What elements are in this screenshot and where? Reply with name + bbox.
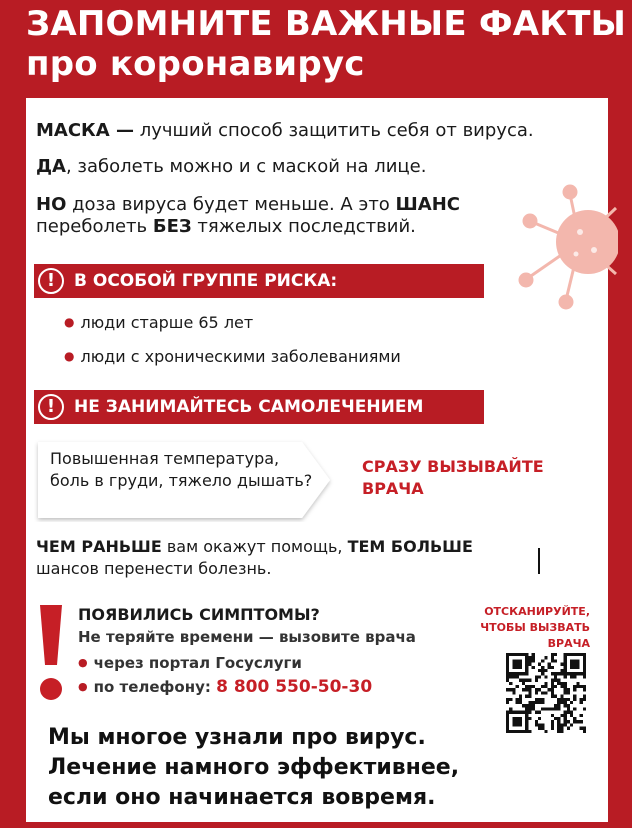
footer-line-1: Мы многое узнали про вирус. bbox=[48, 725, 426, 750]
without-strong: БЕЗ bbox=[152, 216, 192, 237]
title-line-1: ЗАПОМНИТЕ ВАЖНЫЕ ФАКТЫ bbox=[26, 4, 627, 44]
gosuslugi-text: через портал Госуслуги bbox=[93, 654, 302, 672]
qr-caption-line-1: ОТСКАНИРУЙТЕ, bbox=[484, 605, 590, 618]
earlier-text: вам окажут помощь, bbox=[161, 537, 348, 556]
mask-line-2 bbox=[36, 156, 426, 178]
footer-line-3: если оно начинается вовремя. bbox=[48, 785, 436, 810]
chance-strong: ШАНС bbox=[395, 194, 460, 215]
earlier-help-text bbox=[36, 536, 473, 580]
bullet-icon: ● bbox=[78, 680, 88, 693]
divider-mark bbox=[538, 548, 540, 574]
mask-text: лучший способ защитить себя от вируса. bbox=[133, 120, 534, 141]
risk-group-title: В ОСОБОЙ ГРУППЕ РИСКА: bbox=[74, 271, 338, 291]
call-doctor-line-2: ВРАЧА bbox=[362, 479, 424, 498]
footer-message bbox=[48, 723, 588, 813]
phone-number[interactable]: 8 800 550-50-30 bbox=[216, 677, 373, 697]
yes-text: , заболеть можно и с маской на лице. bbox=[65, 156, 427, 177]
more-strong: ТЕМ БОЛЬШЕ bbox=[347, 537, 473, 556]
alert-circle-icon: ! bbox=[38, 268, 64, 294]
mask-line-3 bbox=[36, 194, 460, 216]
chances-text: шансов перенести болезнь. bbox=[36, 559, 272, 578]
title-line-2: про коронавирус bbox=[26, 44, 365, 84]
page-title bbox=[26, 4, 626, 84]
symptoms-heading: ПОЯВИЛИСЬ СИМПТОМЫ? bbox=[78, 605, 320, 624]
self-treatment-title: НЕ ЗАНИМАЙТЕСЬ САМОЛЕЧЕНИЕМ bbox=[74, 397, 424, 417]
self-treatment-banner bbox=[34, 390, 484, 424]
alert-circle-icon: ! bbox=[38, 394, 64, 420]
footer-line-2: Лечение намного эффективнее, bbox=[48, 755, 460, 780]
mask-line-4 bbox=[36, 216, 416, 238]
call-doctor-line-1: СРАЗУ ВЫЗЫВАЙТЕ bbox=[362, 457, 544, 476]
phone-label: по телефону: bbox=[93, 678, 217, 696]
qr-code-graphic bbox=[506, 653, 586, 733]
callout-text: Повышенная температура, боль в груди, тяжело дышать? bbox=[50, 449, 313, 490]
earlier-strong: ЧЕМ РАНЬШЕ bbox=[36, 537, 162, 556]
risk-item-2: люди с хроническими заболеваниями bbox=[80, 347, 401, 366]
exclamation-icon bbox=[36, 603, 66, 703]
consequences-text: тяжелых последствий. bbox=[191, 216, 416, 237]
yes-strong: ДА bbox=[36, 156, 66, 177]
but-text: доза вируса будет меньше. А это bbox=[66, 194, 396, 215]
list-item bbox=[64, 346, 401, 367]
qr-code-icon[interactable] bbox=[506, 653, 586, 733]
risk-group-banner bbox=[34, 264, 484, 298]
but-strong: НО bbox=[36, 194, 67, 215]
mask-strong: МАСКА — bbox=[36, 120, 134, 141]
content-panel bbox=[26, 98, 608, 822]
risk-item-1: люди старше 65 лет bbox=[80, 313, 254, 332]
qr-caption bbox=[476, 604, 590, 652]
symptoms-subheading: Не теряйте времени — вызовите врача bbox=[78, 628, 416, 646]
list-item bbox=[64, 312, 253, 333]
qr-caption-line-2: ЧТОБЫ ВЫЗВАТЬ bbox=[480, 621, 590, 634]
call-doctor-action bbox=[362, 456, 544, 500]
bullet-icon: ● bbox=[64, 349, 75, 363]
recover-text: переболеть bbox=[36, 216, 153, 237]
bullet-icon: ● bbox=[64, 315, 75, 329]
symptoms-callout bbox=[34, 438, 334, 522]
bullet-icon: ● bbox=[78, 656, 88, 669]
mask-line-1 bbox=[36, 120, 534, 142]
list-item bbox=[78, 652, 302, 674]
virus-icon bbox=[518, 182, 618, 312]
list-item bbox=[78, 676, 372, 698]
qr-caption-line-3: ВРАЧА bbox=[547, 637, 590, 650]
